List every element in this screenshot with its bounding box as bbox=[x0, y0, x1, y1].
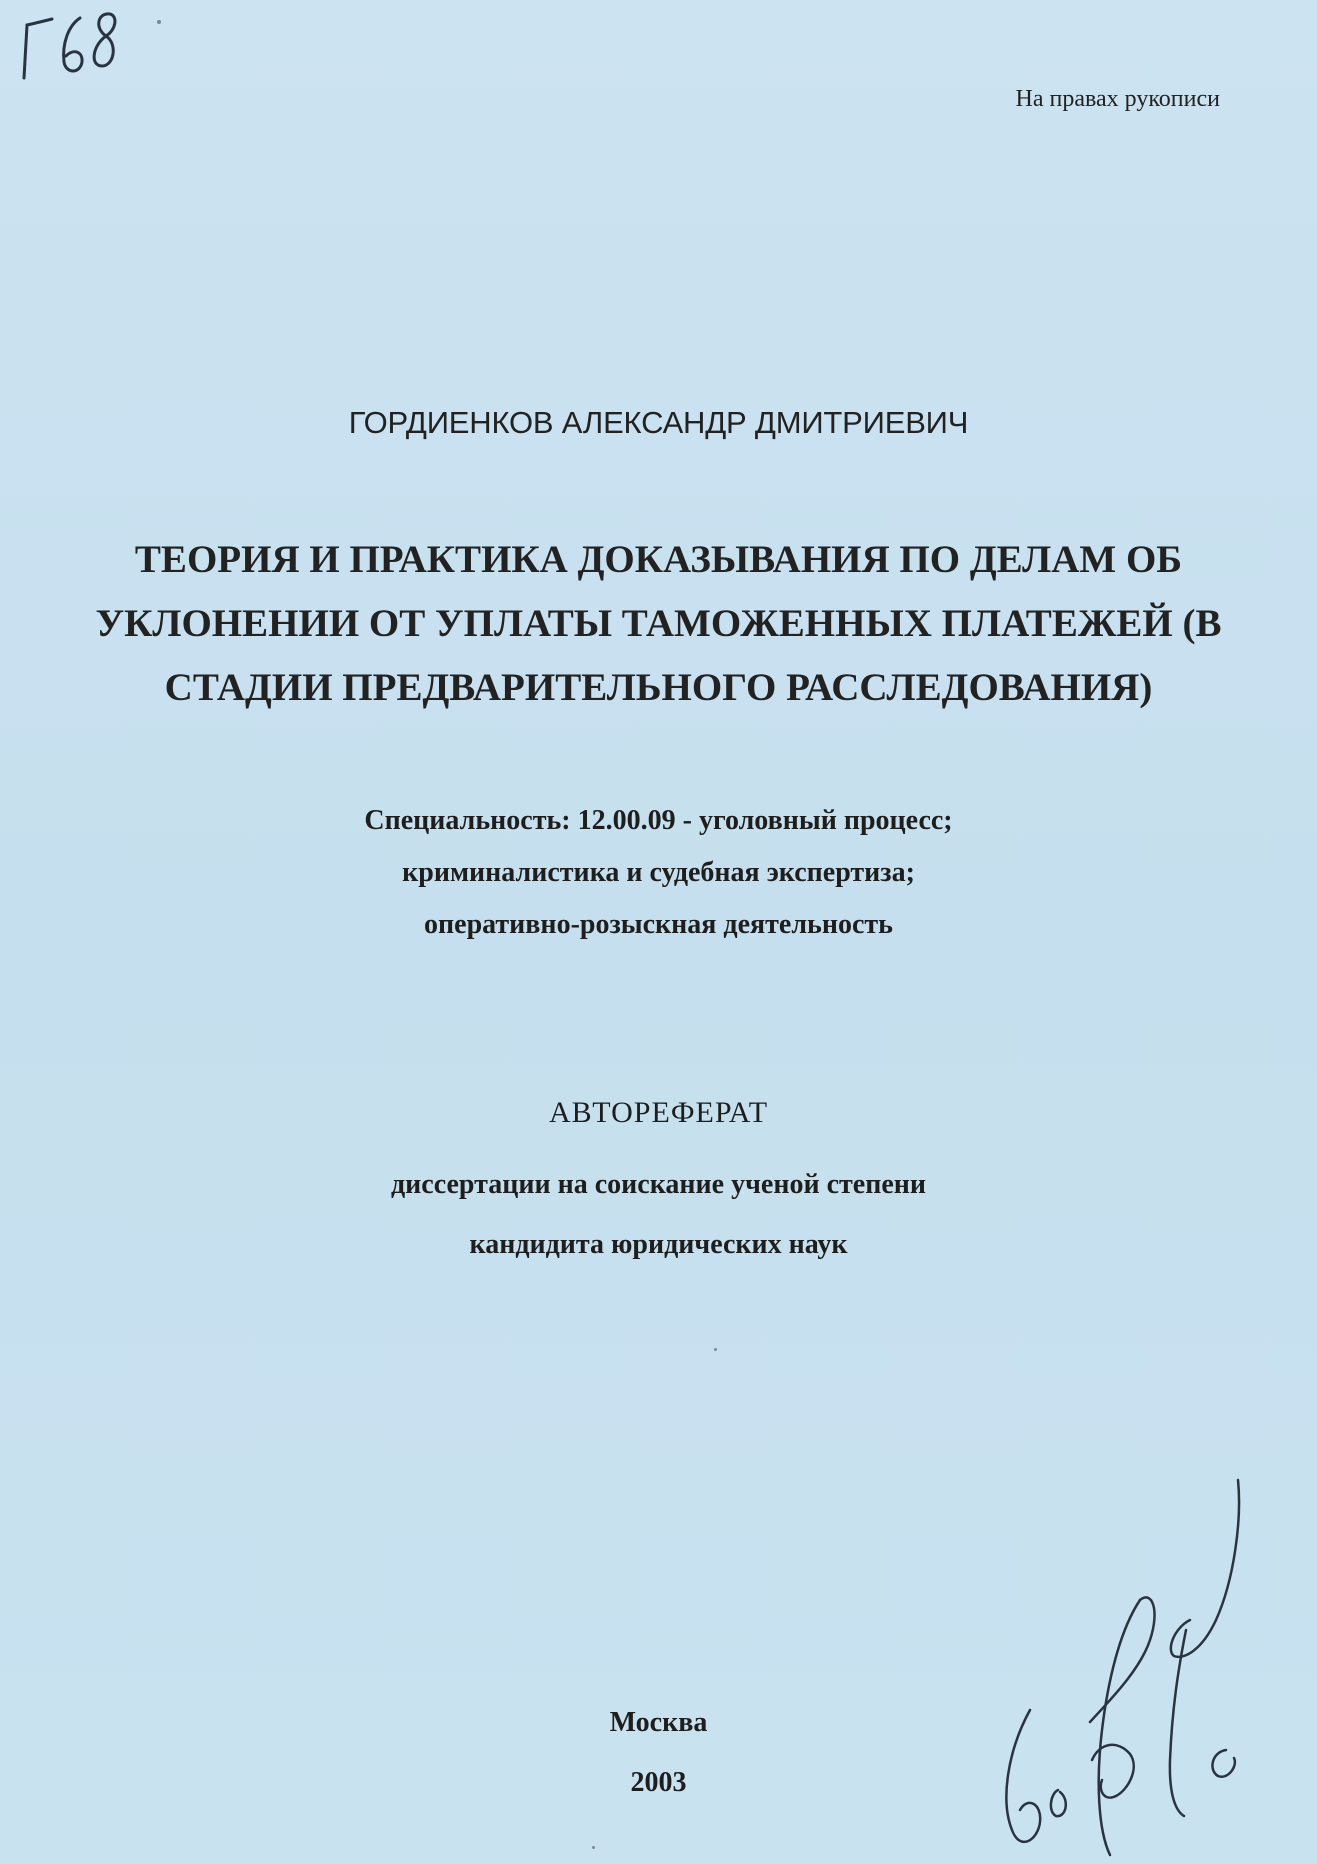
abstract-line: диссертации на соискание ученой степени bbox=[390, 1169, 927, 1200]
title-line: УКЛОНЕНИИ ОТ УПЛАТЫ ТАМОЖЕННЫХ ПЛАТЕЖЕЙ (В bbox=[95, 602, 1222, 645]
handwritten-code bbox=[10, 0, 130, 95]
specialty-line: криминалистика и судебная экспертиза; bbox=[402, 857, 915, 888]
rights-note: На правах рукописи bbox=[1015, 86, 1220, 112]
title-line: ТЕОРИЯ И ПРАКТИКА ДОКАЗЫВАНИЯ ПО ДЕЛАМ ОБ bbox=[134, 538, 1183, 581]
paper-speck bbox=[714, 1348, 717, 1351]
dissertation-title bbox=[60, 528, 1257, 720]
paper-speck bbox=[592, 1846, 595, 1849]
specialty-line: оперативно-розыскная деятельность bbox=[424, 909, 893, 940]
specialty-block bbox=[0, 795, 1317, 951]
abstract-line: кандидита юридических наук bbox=[469, 1229, 848, 1260]
publication-year: 2003 bbox=[630, 1767, 687, 1798]
abstract-description bbox=[0, 1155, 1317, 1275]
specialty-line: Специальность: 12.00.09 - уголовный процесс; bbox=[364, 805, 953, 836]
author-name: ГОРДИЕНКОВ АЛЕКСАНДР ДМИТРИЕВИЧ bbox=[348, 405, 969, 440]
paper-speck bbox=[157, 20, 161, 24]
handwritten-signature bbox=[990, 1460, 1280, 1860]
title-line: СТАДИИ ПРЕДВАРИТЕЛЬНОГО РАССЛЕДОВАНИЯ) bbox=[164, 666, 1153, 709]
abstract-heading: АВТОРЕФЕРАТ bbox=[548, 1096, 769, 1129]
city-name: Москва bbox=[609, 1707, 708, 1738]
